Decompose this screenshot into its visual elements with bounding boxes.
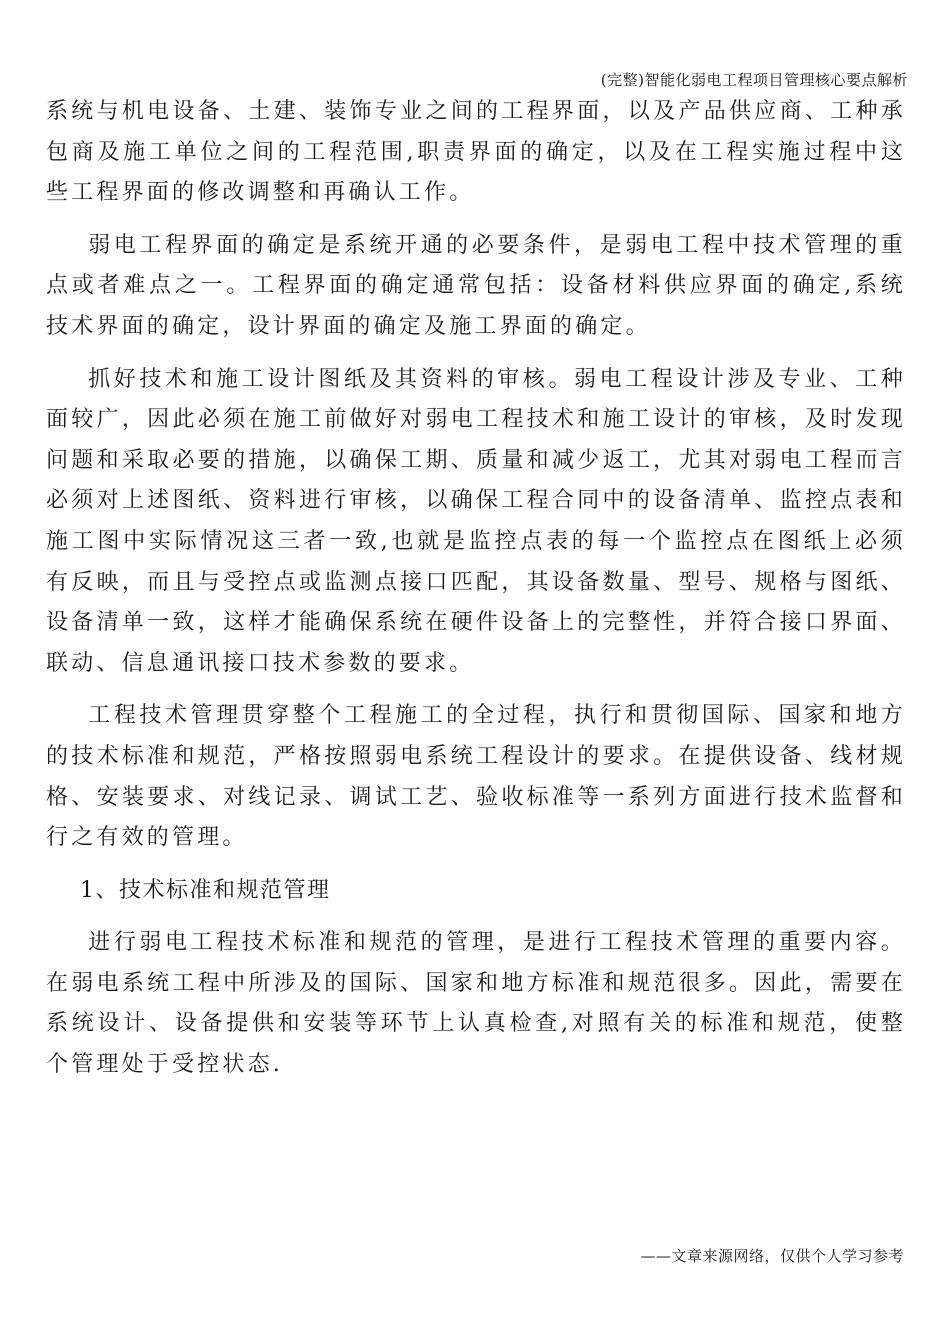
paragraph-technical-management: 工程技术管理贯穿整个工程施工的全过程，执行和贯彻国际、国家和地方的技术标准和规范，严格按照弱电系统工程设计的要求。在提供设备、线材规格、安装要求、对线记录、调试工艺、验收标准等一系列方面进行技术监督和行之有效的管理。	[46, 703, 907, 851]
section-heading-standards: 1、技术标准和规范管理	[46, 877, 331, 903]
paragraph-standards-management: 进行弱电工程技术标准和规范的管理，是进行工程技术管理的重要内容。在弱电系统工程中所涉及的国际、国家和地方标准和规范很多。因此，需要在系统设计、设备提供和安装等环节上认真检查,对照有关的标准和规范，使整个管理处于受控状态.	[46, 930, 907, 1078]
document-body	[46, 92, 906, 1086]
paragraph-interface-definition: 弱电工程界面的确定是系统开通的必要条件，是弱电工程中技术管理的重点或者难点之一。工程界面的确定通常包括：设备材料供应界面的确定,系统技术界面的确定，设计界面的确定及施工界面的确定。	[46, 232, 907, 339]
page-header: (完整)智能化弱电工程项目管理核心要点解析	[600, 71, 908, 89]
page-footer: ——文章来源网络，仅供个人学习参考	[640, 1247, 904, 1265]
paragraph-drawing-review: 抓好技术和施工设计图纸及其资料的审核。弱电工程设计涉及专业、工种面较广，因此必须在施工前做好对弱电工程技术和施工设计的审核，及时发现问题和采取必要的措施，以确保工期、质量和减少返工，尤其对弱电工程而言必须对上述图纸、资料进行审核，以确保工程合同中的设备清单、监控点表和施工图中实际情况这三者一致,也就是监控点表的每一个监控点在图纸上必须有反映，而且与受控点或监测点接口匹配，其设备数量、型号、规格与图纸、设备清单一致，这样才能确保系统在硬件设备上的完整性，并符合接口界面、联动、信息通讯接口技术参数的要求。	[46, 366, 907, 676]
paragraph-interface-scope: 系统与机电设备、土建、装饰专业之间的工程界面，以及产品供应商、工种承包商及施工单位之间的工程范围,职责界面的确定，以及在工程实施过程中这些工程界面的修改调整和再确认工作。	[46, 99, 906, 206]
